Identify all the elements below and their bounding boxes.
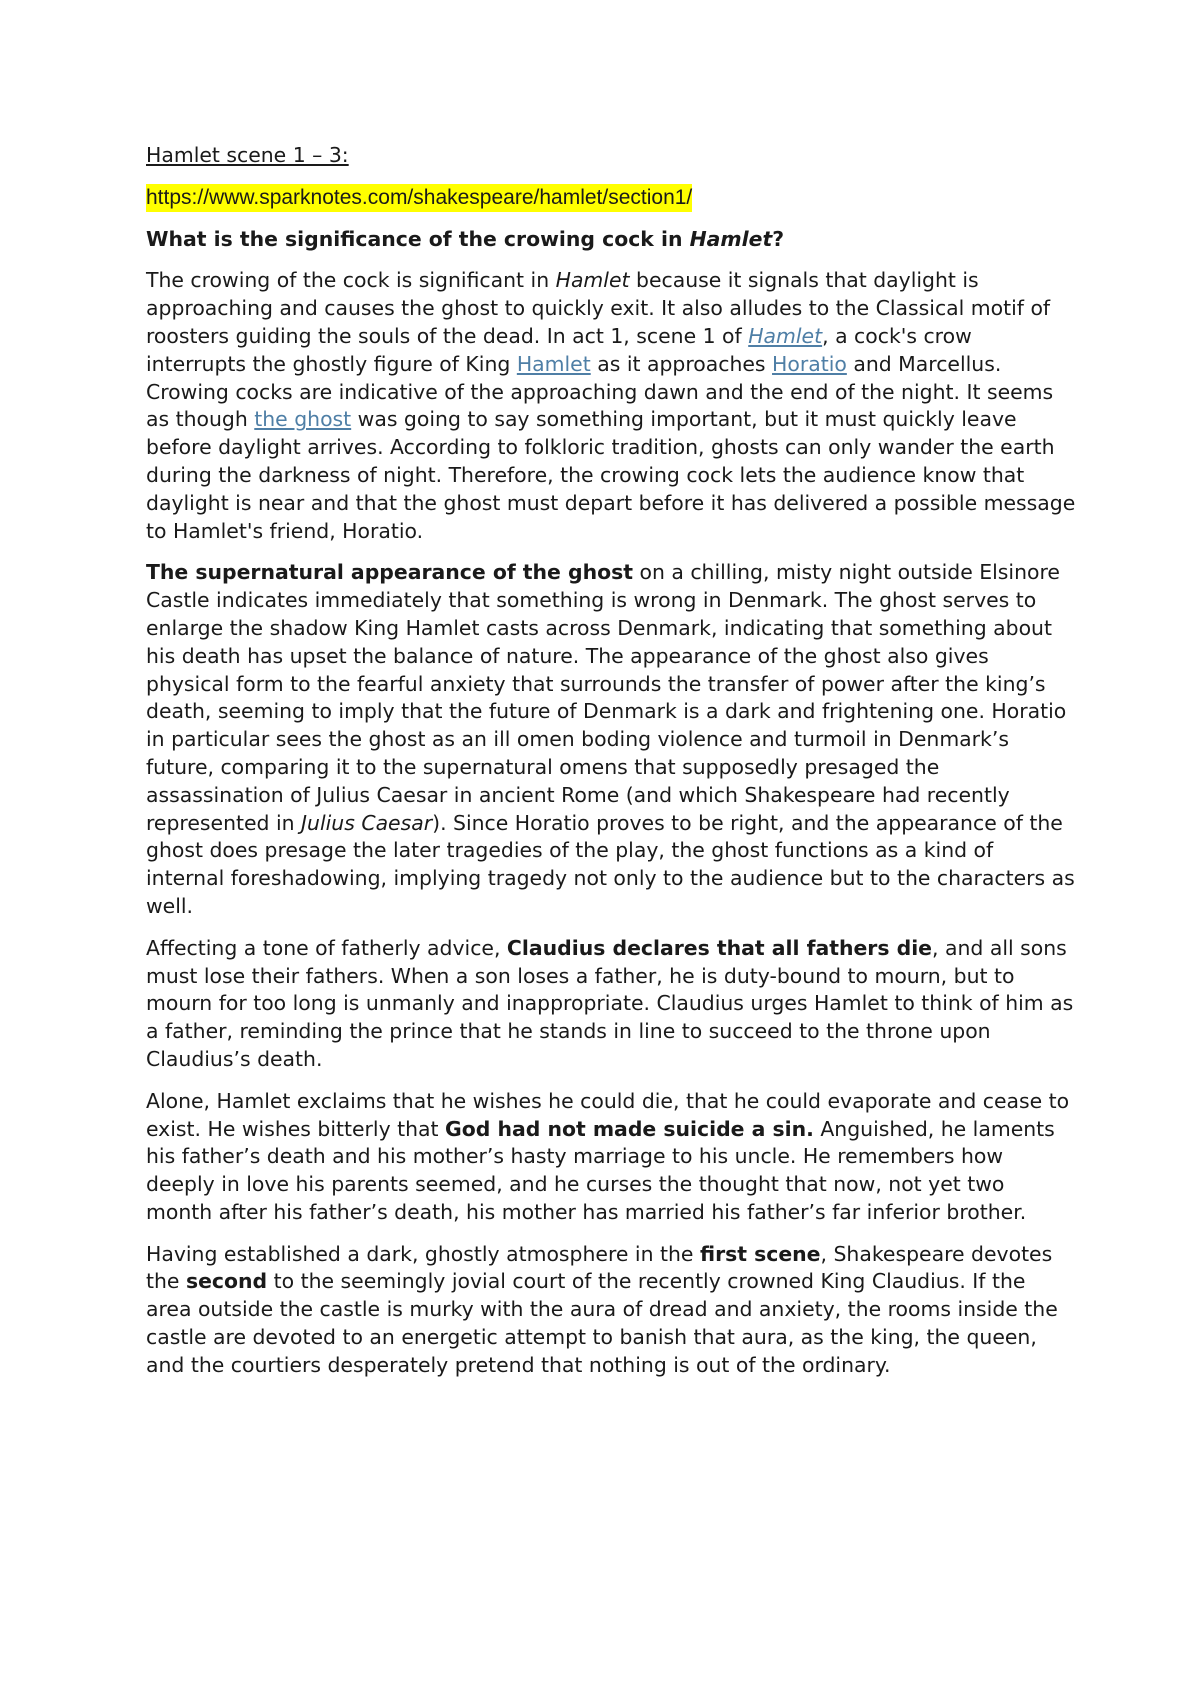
text-run: and Marcellus. Crowing cocks are indicative of the approaching dawn and the end of the night. It seems as though xyxy=(146,351,1054,432)
source-link[interactable]: https://www.sparknotes.com/shakespeare/hamlet/section1/ xyxy=(146,184,692,212)
bold-run: first scene xyxy=(699,1241,821,1266)
text-run: ). Since Horatio proves to be right, and the appearance of the ghost does presage the later tragedies of the play, the ghost functions as a kind of internal foreshadowing, implying tragedy not only to the audience but to the characters as well. xyxy=(146,810,1075,918)
paragraph-claudius-advice xyxy=(146,935,1076,1074)
text-run: to the seemingly jovial court of the recently crowned King Claudius. If the area outside the castle is murky with the aura of dread and anxiety, the rooms inside the castle are devoted to an energetic attempt to banish that aura, as the king, the queen, and the courtiers desperately pretend that nothing is out of the ordinary. xyxy=(146,1269,1058,1377)
question-text: What is the significance of the crowing cock in xyxy=(146,226,690,251)
paragraph-supernatural-ghost xyxy=(146,559,1076,920)
question-heading xyxy=(146,226,1076,254)
text-run: as it approaches xyxy=(590,351,773,376)
text-run: on a chilling, misty night outside Elsinore Castle indicates immediately that something is wrong in Denmark. The ghost serves to enlarge the shadow King Hamlet casts across Denmark, indicating that something about his death has upset the balance of nature. The appearance of the ghost also gives physical form to the fearful anxiety that surrounds the transfer of power after the king’s death, seeming to imply that the future of Denmark is a dark and frightening one. Horatio in particular sees the ghost as an ill omen boding violence and turmoil in Denmark’s future, comparing it to the supernatural omens that supposedly presaged the assassination of Julius Caesar in ancient Rome (and which Shakespeare had recently represented in xyxy=(146,560,1067,835)
document-page xyxy=(146,142,1076,1394)
text-run: was going to say something important, but it must quickly leave before daylight arrives. According to folkloric tradition, ghosts can only wander the earth during the darkness of night. Therefore, the crowing cock lets the audience know that daylight is near and that the ghost must depart before it has delivered a possible message to Hamlet's friend, Horatio. xyxy=(146,407,1076,543)
bold-run: Claudius declares that all fathers die xyxy=(506,935,933,960)
paragraph-crowing-cock xyxy=(146,267,1076,545)
page-title: Hamlet scene 1 – 3: xyxy=(146,143,349,167)
question-italic: Hamlet xyxy=(689,226,773,251)
bold-run: God had not made suicide a sin. xyxy=(445,1116,814,1141)
bold-run: second xyxy=(185,1269,268,1294)
paragraph-second-scene xyxy=(146,1241,1076,1380)
question-suffix: ? xyxy=(772,226,785,251)
text-run: Anguished, he laments his father’s death and his mother’s hasty marriage to his uncle. He remembers how deeply in love his parents seemed, and he curses the thought that now, not yet two month after his father’s death, his mother has married his father’s far inferior brother. xyxy=(146,1116,1055,1224)
text-run: Having established a dark, ghostly atmosphere in the xyxy=(146,1241,700,1266)
text-run: because it signals that daylight is approaching and causes the ghost to quickly exit. It also alludes to the Classical motif of roosters guiding the souls of the dead. In act 1, scene 1 of xyxy=(146,268,1051,348)
text-run: , a cock's crow interrupts the ghostly figure of King xyxy=(146,323,972,376)
paragraph-hamlet-alone xyxy=(146,1088,1076,1227)
text-run: The crowing of the cock is significant in xyxy=(146,268,556,293)
text-run: Affecting a tone of fatherly advice, xyxy=(146,935,507,960)
horatio-link[interactable]: Horatio xyxy=(772,351,847,376)
text-run: Alone, Hamlet exclaims that he wishes he could die, that he could evaporate and cease to exist. He wishes bitterly that xyxy=(146,1088,1070,1141)
text-run: , and all sons must lose their fathers. When a son loses a father, he is duty-bound to mourn, but to mourn for too long is unmanly and inappropriate. Claudius urges Hamlet to think of him as a father, reminding the prince that he stands in line to succeed to the throne upon Claudius’s death. xyxy=(146,935,1074,1071)
italic-run: Hamlet xyxy=(555,268,630,293)
hamlet-link[interactable]: Hamlet xyxy=(748,323,823,348)
king-hamlet-link[interactable]: Hamlet xyxy=(516,351,591,376)
the-ghost-link[interactable]: the ghost xyxy=(254,407,352,432)
italic-run: Julius Caesar xyxy=(301,810,433,835)
bold-run: The supernatural appearance of the ghost xyxy=(146,560,633,585)
text-run: , Shakespeare devotes the xyxy=(146,1241,1053,1294)
